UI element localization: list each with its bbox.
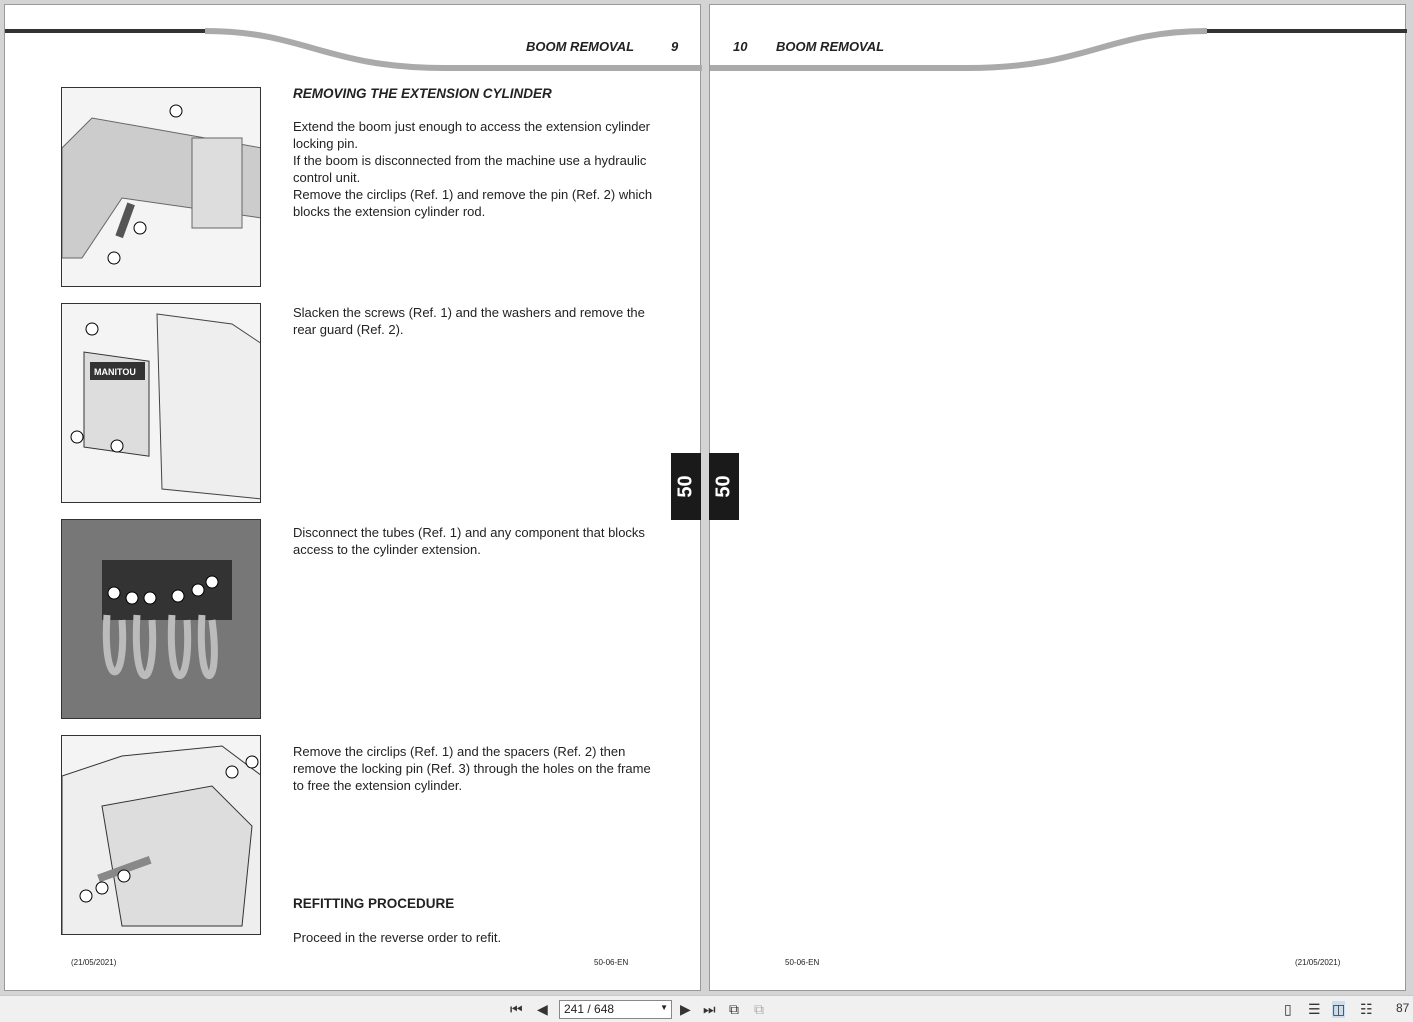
go-back-icon[interactable]: ⧉ xyxy=(729,1001,739,1017)
previous-page-icon[interactable]: ◀ xyxy=(537,1001,548,1017)
figure-rear-guard xyxy=(61,303,261,503)
page-number-field[interactable]: 241 / 648 ▼ xyxy=(559,1000,672,1019)
paragraph: If the boom is disconnected from the machine use a hydraulic control unit. xyxy=(293,153,647,185)
zoom-level[interactable]: 87 xyxy=(1396,1001,1410,1015)
next-page-icon[interactable]: ▶ xyxy=(680,1001,691,1017)
refit-heading: REFITTING PROCEDURE xyxy=(293,896,455,911)
figure-locking-pin xyxy=(61,735,261,935)
section-heading: REMOVING THE EXTENSION CYLINDER xyxy=(293,86,552,101)
paragraph: Disconnect the tubes (Ref. 1) and any component that blocks access to the cylinder extension. xyxy=(293,525,645,557)
dropdown-arrow-icon[interactable]: ▼ xyxy=(660,1003,668,1012)
left-page xyxy=(4,4,701,991)
manitou-logo-text: MANITOU xyxy=(94,367,136,377)
section-1 xyxy=(293,85,663,220)
facing-view-icon[interactable]: ◫ xyxy=(1332,1001,1346,1017)
paragraph: Remove the circlips (Ref. 1) and the spacers (Ref. 2) then remove the locking pin (Ref. 3) through the holes on the frame to free the extension cylinder. xyxy=(293,744,651,793)
footer-code: 50-06-EN xyxy=(785,958,820,967)
continuous-facing-view-icon[interactable]: ☷ xyxy=(1360,1001,1373,1017)
header-title: BOOM REMOVAL xyxy=(776,39,885,54)
last-page-icon[interactable]: ⏭ xyxy=(703,1001,716,1017)
viewer-toolbar xyxy=(0,995,1413,1022)
figure-boom-pin xyxy=(61,87,261,287)
figure-hydraulic-tubes xyxy=(61,519,261,719)
first-page-icon[interactable]: ⏮ xyxy=(510,1001,523,1017)
paragraph: Remove the circlips (Ref. 1) and remove the pin (Ref. 2) which blocks the extension cylinder rod. xyxy=(293,187,653,219)
go-forward-icon[interactable]: ⧉ xyxy=(754,1001,764,1017)
paragraph: Slacken the screws (Ref. 1) and the washers and remove the rear guard (Ref. 2). xyxy=(293,305,645,337)
page-number: 10 xyxy=(733,39,748,54)
single-page-view-icon[interactable]: ▯ xyxy=(1284,1001,1292,1017)
footer-date: (21/05/2021) xyxy=(71,958,117,967)
right-page xyxy=(709,4,1406,991)
footer-code: 50-06-EN xyxy=(594,958,629,967)
header-title: BOOM REMOVAL xyxy=(526,39,635,54)
section-tab: 50 xyxy=(709,453,739,520)
page-number: 9 xyxy=(671,39,679,54)
footer-date: (21/05/2021) xyxy=(1295,958,1341,967)
paragraph: Extend the boom just enough to access the extension cylinder locking pin. xyxy=(293,119,650,151)
section-tab: 50 xyxy=(671,453,701,520)
refit-text: Proceed in the reverse order to refit. xyxy=(293,930,502,945)
continuous-view-icon[interactable]: ☰ xyxy=(1308,1001,1321,1017)
